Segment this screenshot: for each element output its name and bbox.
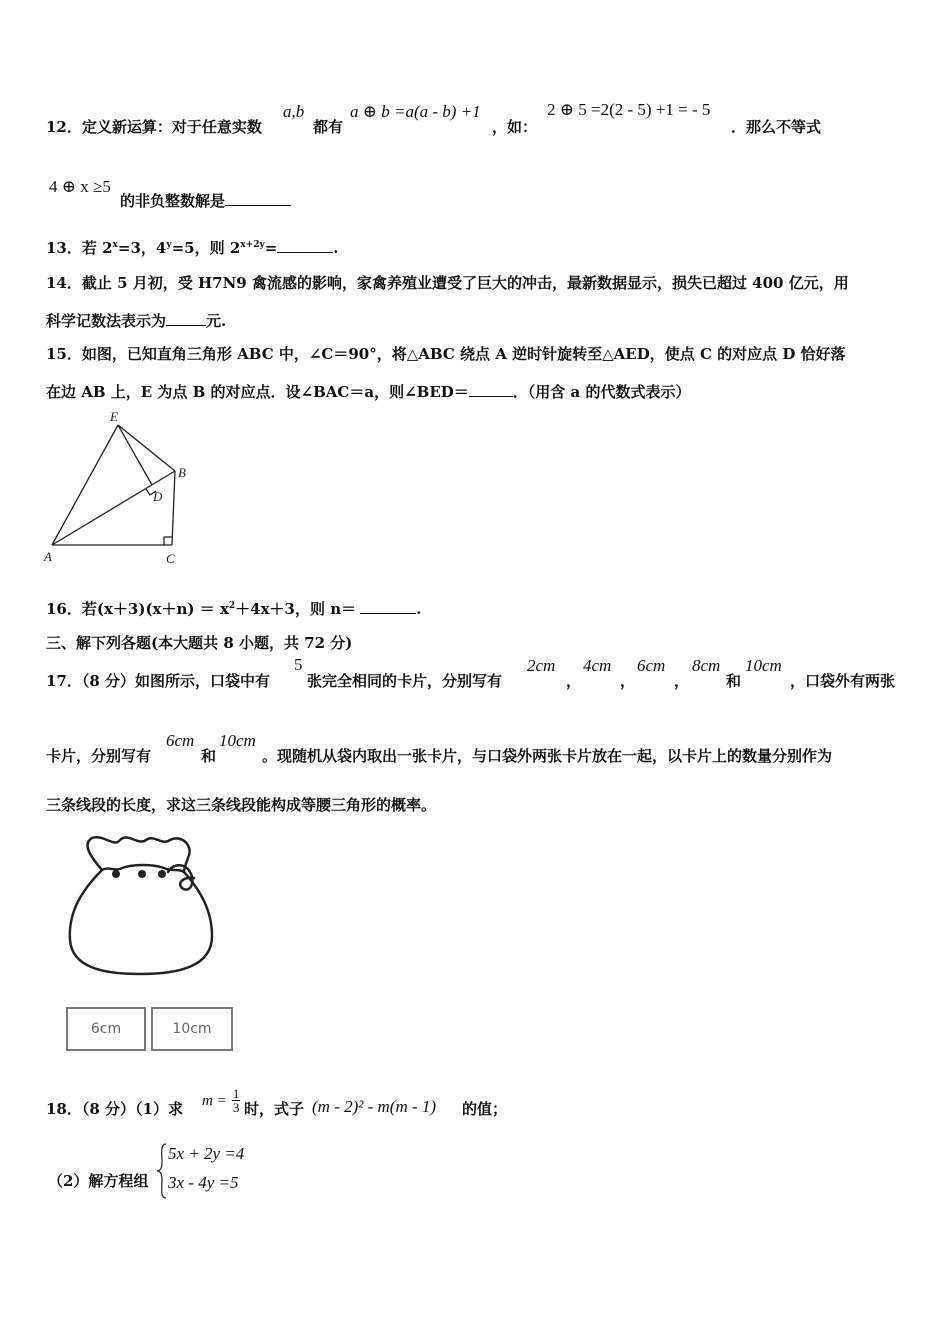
q16-expression: x＋3)(x＋n) ＝ x: [103, 600, 229, 618]
q18-line1: [46, 1098, 183, 1119]
q15-line1: 15．如图，已知直角三角形 ABC 中，∠C＝90°，将△ABC 绕点 A 逆时针旋转至△AED，使点 C 的对应点 D 恰好落: [46, 345, 846, 363]
q13-exp-y: y: [166, 240, 172, 250]
q16-line: 16．若$(x+3)(x+n) = x^2+4x+3$，则 n＝ .: [46, 600, 422, 618]
right-angle-c: [164, 537, 172, 545]
bag-knot-left: [112, 870, 120, 878]
label-e: E: [110, 409, 118, 424]
q15-text: 在边 AB 上，E 为点 B 的对应点．设∠BAC＝a，则∠BED＝: [46, 383, 469, 401]
q17-line2b: 。现随机从袋内取出一张卡片，与口袋外两张卡片放在一起，以卡片上的数量分别作为: [262, 747, 833, 765]
bag-tie: [168, 865, 194, 889]
q12-line2: [120, 190, 291, 211]
q15-triangle-figure: [40, 405, 200, 575]
q17-card-8cm: 8cm: [692, 656, 721, 675]
bag-knot-right: [158, 870, 166, 878]
q14-unit: 元.: [206, 312, 227, 330]
q15-line2: [46, 381, 690, 402]
q12-answer-blank[interactable]: [225, 191, 291, 206]
q12-text3: ，如：: [492, 118, 538, 136]
q12-text4: ．那么不等式: [731, 118, 822, 136]
q18-equation-1: 5x + 2y =4: [168, 1144, 245, 1163]
q12-text1: 定义新运算：对于任意实数: [81, 118, 262, 136]
q12-number: 12．: [46, 118, 82, 136]
q16-text1: 16．若(: [46, 600, 104, 618]
q18-fraction: [232, 1087, 241, 1114]
label-d: D: [153, 489, 163, 504]
q13-answer-blank[interactable]: [277, 238, 333, 253]
label-a: A: [44, 549, 52, 564]
q13-text1: 若 2: [81, 239, 113, 257]
q12-ab: a,b: [283, 102, 305, 121]
segment-ae: [52, 425, 118, 545]
q13-text4: =: [264, 239, 278, 257]
q13-text3: =5，则 2: [171, 239, 241, 257]
label-c: C: [166, 551, 175, 566]
segment-ed: [118, 425, 152, 485]
q18-frac-num: 1: [232, 1086, 240, 1101]
q14-line2: [46, 310, 226, 331]
q17-comma2: ，: [620, 672, 636, 690]
q16-text2: ＋4x＋3，则 n＝: [235, 600, 357, 618]
q17-and: 和: [726, 672, 742, 690]
q18-expression: (m - 2)² - m(m - 1): [312, 1097, 437, 1116]
q14-answer-blank[interactable]: [166, 311, 206, 326]
q17-five: 5: [294, 655, 303, 674]
q17-comma1: ，: [566, 672, 582, 690]
q14-text: 科学记数法表示为: [46, 312, 167, 330]
bag-figure: [62, 832, 222, 982]
section-3-heading: 三、解下列各题(本大题共 8 小题，共 72 分): [46, 634, 353, 652]
q17-text1: 17．（8 分）如图所示，口袋中有: [46, 672, 271, 690]
q17-comma3: ，: [674, 672, 690, 690]
q17-line2a: 卡片，分别写有: [46, 747, 152, 765]
q12-example: 2 ⊕ 5 =2(2 - 5) +1 = - 5: [547, 100, 711, 119]
outside-card-6cm: 6cm: [66, 1007, 146, 1051]
q15-answer-blank[interactable]: [469, 382, 513, 397]
q16-square: 2: [228, 601, 236, 611]
q18-text1: 18．（8 分）（1）求: [46, 1100, 183, 1118]
q18-m-equals: m =: [202, 1093, 227, 1109]
q13-exp-x: x: [112, 240, 118, 250]
q18-equation-2: 3x - 4y =5: [168, 1173, 239, 1192]
system-brace: [156, 1142, 168, 1200]
outside-card-10cm: 10cm: [151, 1007, 233, 1051]
q17-card-2cm: 2cm: [527, 656, 556, 675]
q12-text5: 的非负整数解是: [120, 192, 226, 210]
q13-text2: =3，4: [117, 239, 167, 257]
q17-line3: 三条线段的长度，求这三条线段能构成等腰三角形的概率。: [46, 796, 437, 814]
q12-line1: [46, 116, 262, 137]
q17-outside-10cm: 10cm: [219, 731, 256, 750]
q17-card-4cm: 4cm: [583, 656, 612, 675]
q17-outside-6cm: 6cm: [166, 731, 195, 750]
q12-text2: 都有: [313, 118, 344, 136]
q13-exp-sum: x+2y: [240, 240, 265, 250]
q17-and2: 和: [201, 747, 217, 765]
q16-answer-blank[interactable]: [360, 599, 416, 614]
q13-line: 13．若 $2^x=3$，$4^y=5$，则 $2^{x+2y}=$ .: [46, 239, 339, 257]
segment-ab: [52, 471, 175, 545]
q18-text2: 时，式子: [244, 1100, 305, 1118]
q18-part2: （2）解方程组: [48, 1172, 149, 1190]
q15-hint: ．（用含 a 的代数式表示）: [512, 383, 691, 401]
q17-card-10cm: 10cm: [745, 656, 782, 675]
q12-definition: a ⊕ b =a(a - b) +1: [350, 102, 481, 121]
q12-inequality: 4 ⊕ x ≥5: [49, 177, 111, 196]
q17-card-6cm: 6cm: [637, 656, 666, 675]
q17-text3: ，口袋外有两张: [790, 672, 896, 690]
label-b: B: [178, 465, 186, 480]
segment-bc: [172, 471, 175, 545]
q13-number: 13．: [46, 239, 82, 257]
bag-knot-mid: [138, 870, 146, 878]
q18-frac-den: 3: [232, 1100, 240, 1115]
q18-condition: [202, 1087, 240, 1114]
q14-line1: 14．截止 5 月初，受 H7N9 禽流感的影响，家禽养殖业遭受了巨大的冲击，最新数据显示，损失已超过 400 亿元，用: [46, 274, 849, 292]
q17-text2: 张完全相同的卡片，分别写有: [307, 672, 503, 690]
segment-eb: [118, 425, 175, 471]
q18-text3: 的值；: [462, 1100, 508, 1118]
